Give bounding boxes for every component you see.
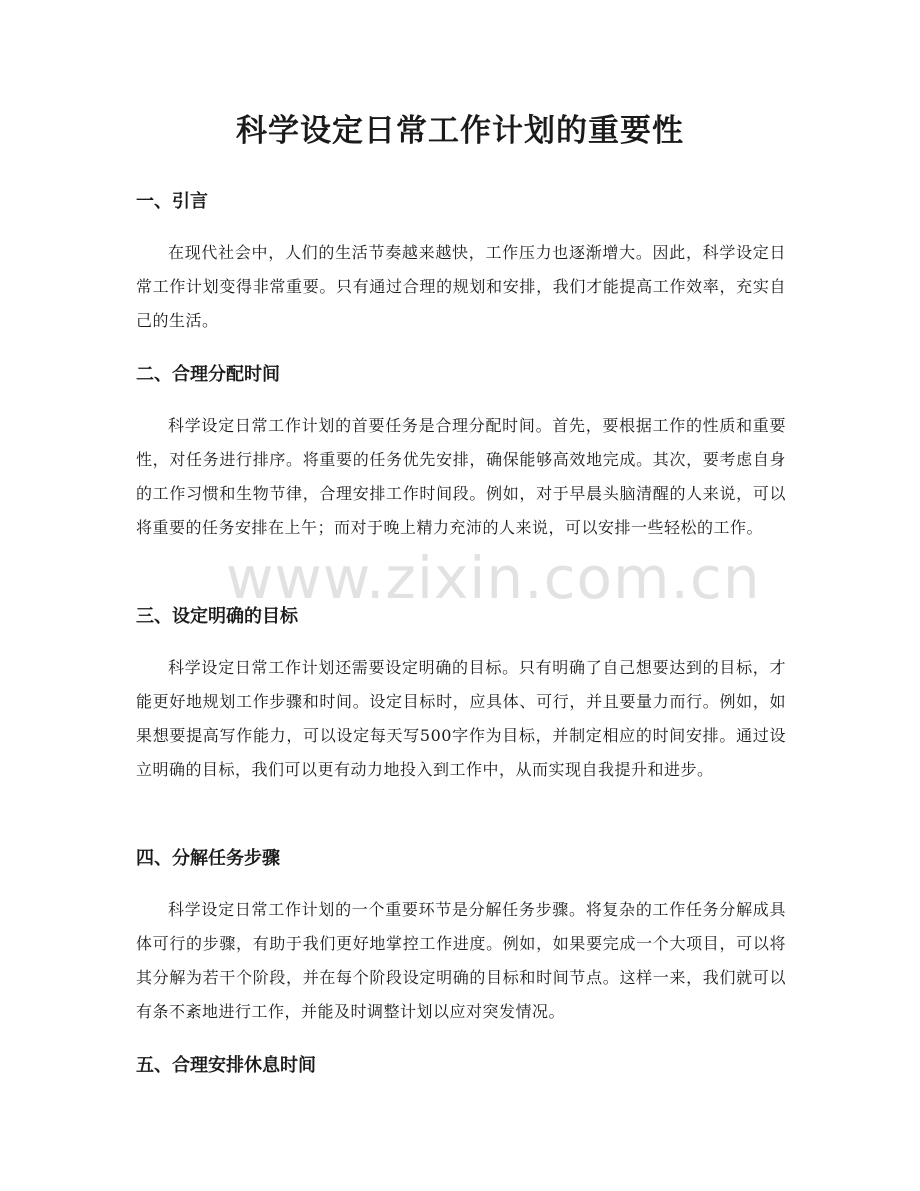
section-rest-time	[136, 1052, 786, 1080]
section-heading: 一、引言	[136, 191, 208, 212]
page-title: 科学设定日常工作计划的重要性	[236, 113, 684, 149]
section-time-allocation	[136, 361, 786, 545]
watermark: www.zixin.com.cn	[226, 544, 761, 612]
section-heading: 二、合理分配时间	[136, 364, 280, 385]
section-paragraph: 科学设定日常工作计划还需要设定明确的目标。只有明确了自己想要达到的目标，才能更好地规划工作步骤和时间。设定目标时，应具体、可行，并且要量力而行。例如，如果想要提高写作能力，可以设定每天写500字作为目标，并制定相应的时间安排。通过设立明确的目标，我们可以更有动力地投入到工作中，从而实现自我提升和进步。	[136, 658, 786, 779]
section-clear-goals	[136, 603, 786, 787]
section-paragraph: 科学设定日常工作计划的一个重要环节是分解任务步骤。将复杂的工作任务分解成具体可行的步骤，有助于我们更好地掌控工作进度。例如，如果要完成一个大项目，可以将其分解为若干个阶段，并在每个阶段设定明确的目标和时间节点。这样一来，我们就可以有条不紊地进行工作，并能及时调整计划以应对突发情况。	[136, 900, 786, 1021]
section-paragraph: 科学设定日常工作计划的首要任务是合理分配时间。首先，要根据工作的性质和重要性，对任务进行排序。将重要的任务优先安排，确保能够高效地完成。其次，要考虑自身的工作习惯和生物节律，合理安排工作时间段。例如，对于早晨头脑清醒的人来说，可以将重要的任务安排在上午；而对于晚上精力充沛的人来说，可以安排一些轻松的工作。	[136, 416, 786, 537]
section-introduction	[136, 188, 786, 338]
section-task-breakdown	[136, 845, 786, 1029]
section-paragraph: 在现代社会中，人们的生活节奏越来越快，工作压力也逐渐增大。因此，科学设定日常工作计划变得非常重要。只有通过合理的规划和安排，我们才能提高工作效率，充实自己的生活。	[136, 243, 786, 330]
section-heading: 三、设定明确的目标	[136, 606, 298, 627]
section-heading: 五、合理安排休息时间	[136, 1055, 316, 1076]
section-heading: 四、分解任务步骤	[136, 848, 280, 869]
